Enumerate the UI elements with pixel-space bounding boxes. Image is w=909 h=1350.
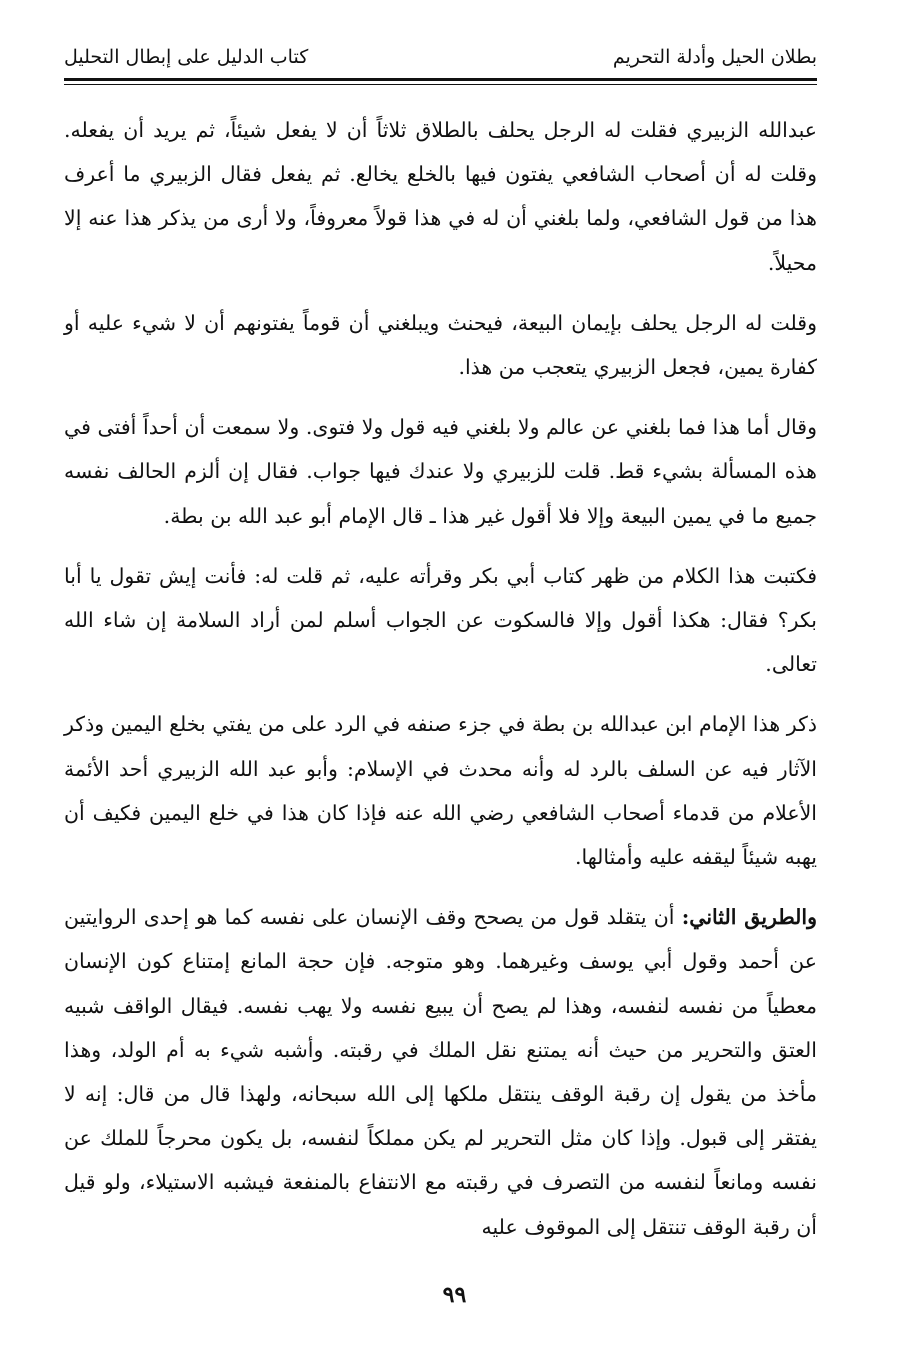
paragraph-4: [64, 554, 817, 687]
page-body: [64, 108, 817, 1249]
paragraph-text: وقلت له الرجل يحلف بإيمان البيعة، فيحنث ويبلغني أن قوماً يفتونهم أن لا شيء عليه أو كفارة يمين، فجعل الزبيري يتعجب من هذا.: [64, 310, 817, 380]
paragraph-text: فكتبت هذا الكلام من ظهر كتاب أبي بكر وقرأته عليه، ثم قلت له: فأنت إيش تقول يا أبا بكر؟ فقال: هكذا أقول وإلا فالسكوت عن الجواب أسلم لمن أراد السلامة إن شاء الله تعالى.: [64, 563, 817, 677]
header-left-title: كتاب الدليل على إبطال التحليل: [64, 46, 309, 68]
paragraph-text: عبدالله الزبيري فقلت له الرجل يحلف بالطلاق ثلاثاً أن لا يفعل شيئاً، ثم يريد أن يفعله. وقلت له أن أصحاب الشافعي يفتون فيها بالخلع يخالع. ثم يفعل فقال الزبيري ما أعرف هذا من قول الشافعي، ولما بلغني أن له في هذا قولاً معروفاً، ولا أرى من يذكر هذا عنه إلا محيلاً.: [64, 118, 817, 275]
paragraph-3: [64, 405, 817, 538]
paragraph-text: أن يتقلد قول من يصحح وقف الإنسان على نفسه كما هو إحدى الروايتين عن أحمد وقول أبي يوسف وغيرهما. وهو متوجه. فإن حجة المانع إمتناع كون الإنسان معطياً من نفسه لنفسه، وهذا لم يصح أن يبيع نفسه ولا يهب نفسه. فيقال الواقف شبيه العتق والتحرير من حيث أنه يمتنع نقل الملك في رقبته. وأشبه شيء به أم الولد، وهذا مأخذ من يقول إن رقبة الوقف ينتقل ملكها إلى الله سبحانه، ولهذا قال من قال: إنه لا يفتقر إلى قبول. وإذا كان مثل التحرير لم يكن مملكاً لنفسه، بل يكون محرجاً للملك عن نفسه ومانعاً لنفسه من التصرف في رقبته مع الانتفاع بالمنفعة فيشبه الاستيلاء، ولو قيل أن رقبة الوقف تنتقل إلى الموقوف عليه: [64, 905, 817, 1239]
paragraph-text: ذكر هذا الإمام ابن عبدالله بن بطة في جزء صنفه في الرد على من يفتي بخلع اليمين وذكر الآثار فيه عن السلف بالرد له وأنه محدث في الإسلام: وأبو عبد الله الزبيري أحد الأئمة الأعلام من قدماء أصحاب الشافعي رضي الله عنه فإذا كان هذا في خلع اليمين فكيف أن يهبه شيئاً ليقفه عليه وأمثالها.: [64, 712, 817, 870]
paragraph-5: [64, 702, 817, 879]
paragraph-lead: والطريق الثاني:: [681, 905, 817, 930]
header-right-title: بطلان الحيل وأدلة التحريم: [612, 46, 817, 68]
page-number: ٩٩: [442, 1282, 467, 1308]
paragraph-6: [64, 895, 817, 1249]
paragraph-text: وقال أما هذا فما بلغني عن عالم ولا بلغني فيه قول ولا فتوى. ولا سمعت أن أحداً أفتى في هذه المسألة بشيء قط. قلت للزبيري ولا عندك فيها جواب. فقال إن ألزم الحالف نفسه جميع ما في يمين البيعة وإلا فلا أقول غير هذا ـ قال الإمام أبو عبد الله بن بطة.: [64, 415, 817, 528]
header-rule-thin: [64, 84, 817, 85]
paragraph-1: [64, 108, 817, 285]
running-header: [64, 40, 817, 74]
paragraph-2: [64, 301, 817, 389]
header-rule: [64, 78, 817, 81]
